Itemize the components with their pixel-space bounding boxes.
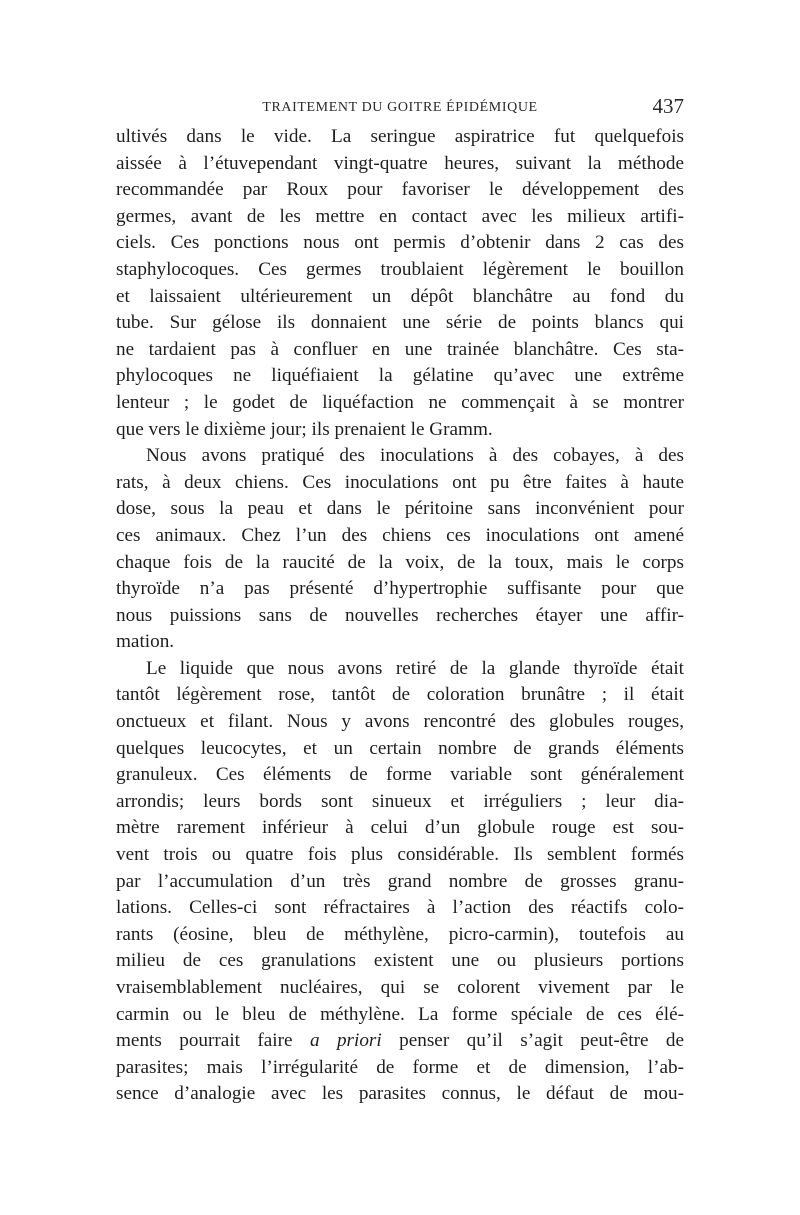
text-line: onctueux et filant. Nous y avons rencontré des globules rouges, bbox=[116, 711, 684, 733]
text-line: sence d’analogie avec les parasites connus, le défaut de mou- bbox=[116, 1083, 684, 1105]
text-line: aissée à l’étuvependant vingt-quatre heures, suivant la méthode bbox=[116, 152, 684, 174]
text-segment: ments pourrait faire bbox=[116, 1030, 310, 1052]
paragraph-1 bbox=[116, 124, 684, 443]
text-line: quelques leucocytes, et un certain nombre de grands éléments bbox=[116, 737, 684, 759]
running-title: TRAITEMENT DU GOITRE ÉPIDÉMIQUE bbox=[262, 100, 538, 115]
text-line: chaque fois de la raucité de la voix, de la toux, mais le corps bbox=[116, 551, 684, 573]
text-line: mètre rarement inférieur à celui d’un globule rouge est sou- bbox=[116, 817, 684, 839]
text-line: Nous avons pratiqué des inoculations à des cobayes, à des bbox=[146, 445, 684, 467]
italic-phrase: a priori bbox=[309, 1030, 382, 1052]
text-line: arrondis; leurs bords sont sinueux et irréguliers ; leur dia- bbox=[116, 790, 684, 812]
text-line: thyroïde n’a pas présenté d’hypertrophie suffisante pour que bbox=[116, 578, 684, 600]
text-line: vent trois ou quatre fois plus considérable. Ils semblent formés bbox=[116, 844, 684, 866]
text-line: parasites; mais l’irrégularité de forme et de dimension, l’ab- bbox=[116, 1056, 684, 1078]
text-line: ciels. Ces ponctions nous ont permis d’obtenir dans 2 cas des bbox=[116, 232, 684, 254]
text-line: rants (éosine, bleu de méthylène, picro-carmin), toutefois au bbox=[116, 923, 684, 945]
text-segment: penser qu’il s’agit peut-être de bbox=[381, 1030, 684, 1052]
text-line: lenteur ; le godet de liquéfaction ne commençait à se montrer bbox=[116, 391, 684, 413]
paragraph-3 bbox=[116, 656, 684, 1108]
text-line: tube. Sur gélose ils donnaient une série de points blancs qui bbox=[116, 312, 684, 334]
paragraph-2 bbox=[116, 443, 684, 656]
text-line: milieu de ces granulations existent une ou plusieurs portions bbox=[116, 950, 684, 972]
text-line: granuleux. Ces éléments de forme variable sont généralement bbox=[116, 764, 684, 786]
text-line: nous puissions sans de nouvelles recherches étayer une affir- bbox=[116, 604, 684, 626]
text-line: carmin ou le bleu de méthylène. La forme spéciale de ces élé- bbox=[116, 1003, 684, 1025]
book-page bbox=[116, 92, 684, 1108]
page-number: 437 bbox=[652, 94, 684, 118]
text-line: et laissaient ultérieurement un dépôt blanchâtre au fond du bbox=[116, 285, 684, 307]
text-line: dose, sous la peau et dans le péritoine sans inconvénient pour bbox=[116, 498, 684, 520]
text-line: vraisemblablement nucléaires, qui se colorent vivement par le bbox=[116, 977, 684, 998]
text-line: germes, avant de les mettre en contact avec les milieux artifi- bbox=[116, 205, 684, 227]
text-line: rats, à deux chiens. Ces inoculations ont pu être faites à haute bbox=[116, 471, 684, 493]
text-line: par l’accumulation d’un très grand nombre de grosses granu- bbox=[116, 870, 684, 892]
running-header bbox=[116, 92, 684, 122]
text-line: que vers le dixième jour; ils prenaient le Gramm. bbox=[116, 418, 493, 440]
text-line: phylocoques ne liquéfiaient la gélatine qu’avec une extrême bbox=[116, 365, 684, 387]
text-line-with-italic bbox=[116, 1028, 684, 1055]
text-line: mation. bbox=[116, 631, 175, 653]
text-line: lations. Celles-ci sont réfractaires à l’action des réactifs colo- bbox=[116, 897, 684, 919]
text-line: staphylocoques. Ces germes troublaient légèrement le bouillon bbox=[116, 258, 684, 280]
text-line: Le liquide que nous avons retiré de la glande thyroïde était bbox=[146, 657, 684, 679]
text-line: tantôt légèrement rose, tantôt de coloration brunâtre ; il était bbox=[116, 684, 684, 706]
text-line: recommandée par Roux pour favoriser le développement des bbox=[116, 179, 684, 201]
text-line: ces animaux. Chez l’un des chiens ces inoculations ont amené bbox=[116, 524, 684, 546]
text-line: ne tardaient pas à confluer en une trainée blanchâtre. Ces sta- bbox=[116, 338, 684, 360]
text-line: ultivés dans le vide. La seringue aspiratrice fut quelquefois bbox=[116, 126, 684, 147]
